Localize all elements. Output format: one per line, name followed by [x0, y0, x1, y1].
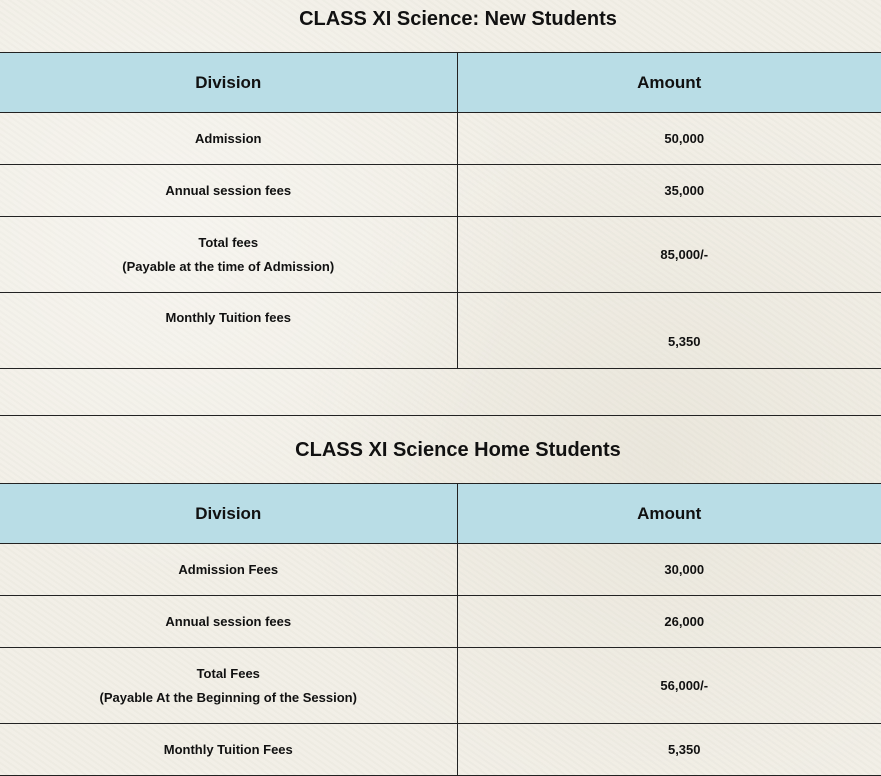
- amount-cell: 35,000: [457, 165, 881, 217]
- amount-cell: 30,000: [457, 544, 881, 596]
- header-division: Division: [0, 484, 457, 544]
- table-header-row: [0, 53, 881, 113]
- table-row: [0, 217, 881, 293]
- division-label: Total Fees: [196, 666, 260, 681]
- division-cell: Admission Fees: [0, 544, 457, 596]
- division-cell: [0, 648, 457, 724]
- amount-cell: 85,000/-: [457, 217, 881, 293]
- table-row: [0, 724, 881, 776]
- amount-cell: 50,000: [457, 113, 881, 165]
- table-row: [0, 293, 881, 369]
- section-title-home-students: CLASS XI Science Home Students: [295, 439, 621, 461]
- table-row: [0, 544, 881, 596]
- table-row: [0, 113, 881, 165]
- table-row: [0, 165, 881, 217]
- division-cell: [0, 217, 457, 293]
- division-label: Total fees: [198, 235, 259, 250]
- division-note: (Payable at the time of Admission): [122, 259, 335, 274]
- header-amount: Amount: [457, 484, 881, 544]
- table-row: [0, 648, 881, 724]
- amount-cell: 56,000/-: [457, 648, 881, 724]
- amount-cell: 26,000: [457, 596, 881, 648]
- table-header-row: [0, 484, 881, 544]
- division-cell: Monthly Tuition Fees: [0, 724, 457, 776]
- header-amount: Amount: [457, 53, 881, 113]
- table-row: [0, 596, 881, 648]
- division-cell: Admission: [0, 113, 457, 165]
- fee-table-home-students: [0, 483, 881, 776]
- header-division: Division: [0, 53, 457, 113]
- division-cell: Monthly Tuition fees: [0, 293, 457, 369]
- division-cell: Annual session fees: [0, 165, 457, 217]
- amount-cell: 5,350: [457, 293, 881, 369]
- section-title-new-students: CLASS XI Science: New Students: [299, 8, 617, 30]
- division-note: (Payable At the Beginning of the Session): [99, 690, 357, 705]
- amount-cell: 5,350: [457, 724, 881, 776]
- section-divider: [0, 415, 881, 416]
- fee-table-new-students: [0, 52, 881, 369]
- division-cell: Annual session fees: [0, 596, 457, 648]
